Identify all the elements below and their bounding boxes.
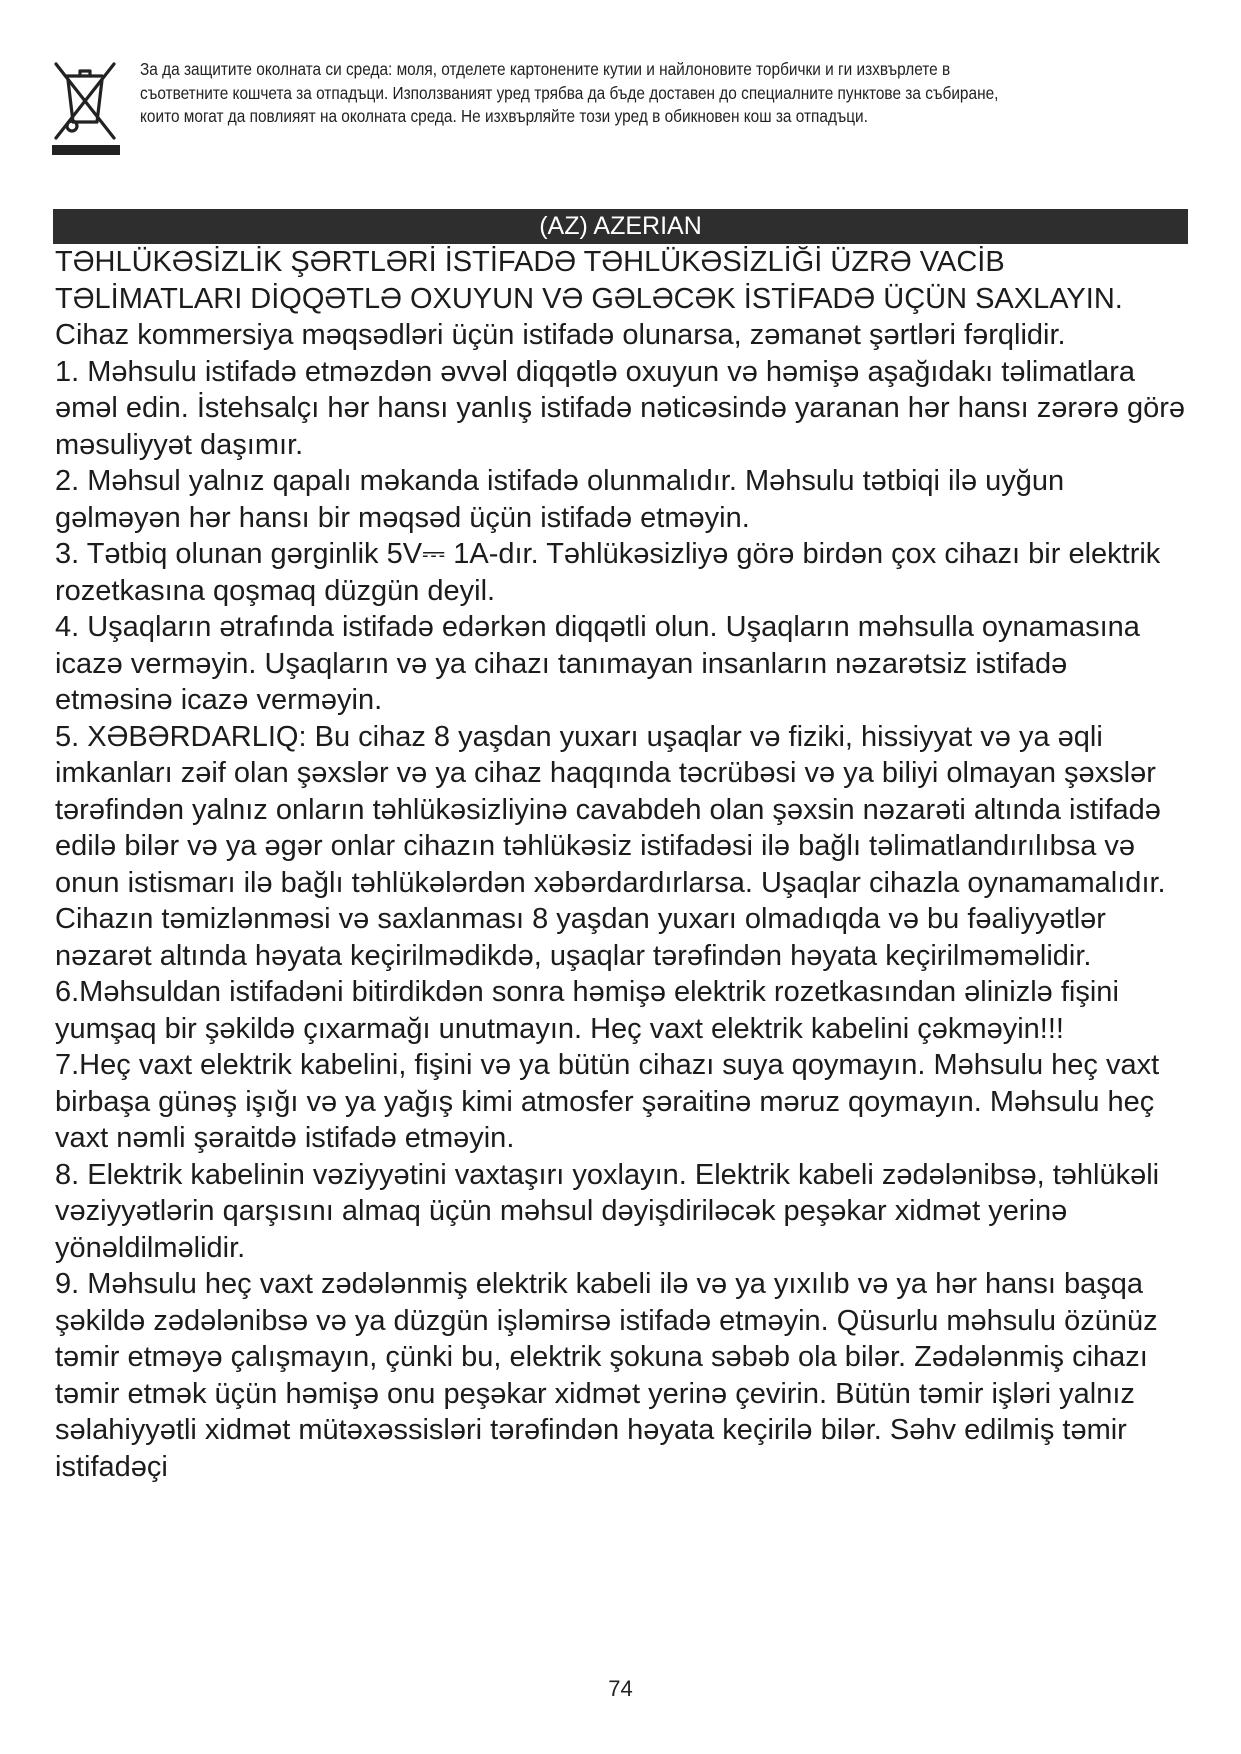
crossed-out-wheelie-bin-icon <box>52 56 120 158</box>
disposal-notice <box>140 58 1064 129</box>
page-number: 74 <box>608 1676 633 1701</box>
instruction-item: 7.Heç vaxt elektrik kabelini, fişini və ya bütün cihazı suya qoymayın. Məhsulu heç vaxt birbaşa günəş işığı və ya yağış kimi atmosfer şəraitinə məruz qoymayın. Məhsulu heç vaxt nəmli şəraitdə istifadə etməyin. <box>55 1049 1160 1154</box>
safety-instructions <box>55 244 1190 1485</box>
notice-line: съответните кошчета за отпадъци. Използваният уред трябва да бъде доставен до специалните пунктове за събиране, <box>140 82 999 103</box>
intro-paragraph: Cihaz kommersiya məqsədləri üçün istifadə olunarsa, zəmanət şərtləri fərqlidir. <box>55 319 1066 351</box>
notice-line: За да защитите околната си среда: моля, отделете картонените кутии и найлоновите торбички и ги изхвърлете в <box>140 59 951 79</box>
instruction-item: 6.Məhsuldan istifadəni bitirdikdən sonra həmişə elektrik rozetkasından əlinizlə fişini yumşaq bir şəkildə çıxarmağı unutmayın. Heç vaxt elektrik kabelini çəkməyin!!! <box>55 976 1119 1045</box>
instruction-item: 8. Elektrik kabelinin vəziyyətini vaxtaşırı yoxlayın. Elektrik kabeli zədələnibsə, təhlükəli vəziyyətlərin qarşısını almaq üçün məhsul dəyişdiriləcək peşəkar xidmət yerinə yönəldilməlidir. <box>55 1158 1160 1264</box>
section-heading: TƏHLÜKƏSİZLİK ŞƏRTLƏRİ İSTİFADƏ TƏHLÜKƏSİZLİĞİ ÜZRƏ VACİB TƏLİMATLARI DİQQƏTLƏ OXUYUN VƏ GƏLƏCƏK İSTİFADƏ ÜÇÜN SAXLAYIN. <box>55 246 1123 315</box>
instruction-item: 1. Məhsulu istifadə etməzdən əvvəl diqqətlə oxuyun və həmişə aşağıdakı təlimatlara əməl edin. İstehsalçı hər hansı yanlış istifadə nəticəsində yaranan hər hansı zərərə görə məsuliyyət daşımır. <box>55 355 1186 461</box>
instruction-item: 2. Məhsul yalnız qapalı məkanda istifadə olunmalıdır. Məhsulu tətbiqi ilə uyğun gəlməyən hər hansı bir məqsəd üçün istifadə etməyin. <box>55 465 1065 534</box>
instruction-item: 9. Məhsulu heç vaxt zədələnmiş elektrik kabeli ilə və ya yıxılıb və ya hər hansı başqa şəkildə zədələnibsə və ya düzgün işləmirsə istifadə etməyin. Qüsurlu məhsulu özünüz təmir etməyə çalışmayın, çünki bu, elektrik şokuna səbəb ola bilər. Zədələnmiş cihazı təmir etmək üçün həmişə onu peşəkar xidmət yerinə çevirin. Bütün təmir işləri yalnız səlahiyyətli xidmət mütəxəssisləri tərəfindən həyata keçirilə bilər. Səhv edilmiş təmir istifadəçi <box>55 1268 1158 1483</box>
language-section-bar: (AZ) AZERIAN <box>53 209 1188 244</box>
instruction-item: 3. Tətbiq olunan gərginlik 5V⎓ 1A-dır. Təhlükəsizliyə görə birdən çox cihazı bir elektrik rozetkasına qoşmaq düzgün deyil. <box>55 538 1161 607</box>
notice-line: които могат да повлияят на околната среда. Не изхвърляйте този уред в обикновен кош за отпадъци. <box>140 106 868 126</box>
instruction-item: 5. XƏBƏRDARLIQ: Bu cihaz 8 yaşdan yuxarı uşaqlar və fiziki, hissiyyat və ya əqli imkanları zəif olan şəxslər və ya cihaz haqqında təcrübəsi və ya biliyi olmayan şəxslər tərəfindən yalnız onların təhlükəsizliyinə cavabdeh olan şəxsin nəzarəti altında istifadə edilə bilər və ya əgər onlar cihazın təhlükəsiz istifadəsi ilə bağlı təlimatlandırılıbsa və onun istismarı ilə bağlı təhlükələrdən xəbərdardırlarsa. Uşaqlar cihazla oynamamalıdır. Cihazın təmizlənməsi və saxlanması 8 yaşdan yuxarı olmadıqda və bu fəaliyyətlər nəzarət altında həyata keçirilmədikdə, uşaqlar tərəfindən həyata keçirilməməlidir. <box>55 720 1166 972</box>
instruction-item: 4. Uşaqların ətrafında istifadə edərkən diqqətli olun. Uşaqların məhsulla oynamasına icazə verməyin. Uşaqların və ya cihazı tanımayan insanların nəzarətsiz istifadə etməsinə icazə verməyin. <box>55 611 1140 716</box>
